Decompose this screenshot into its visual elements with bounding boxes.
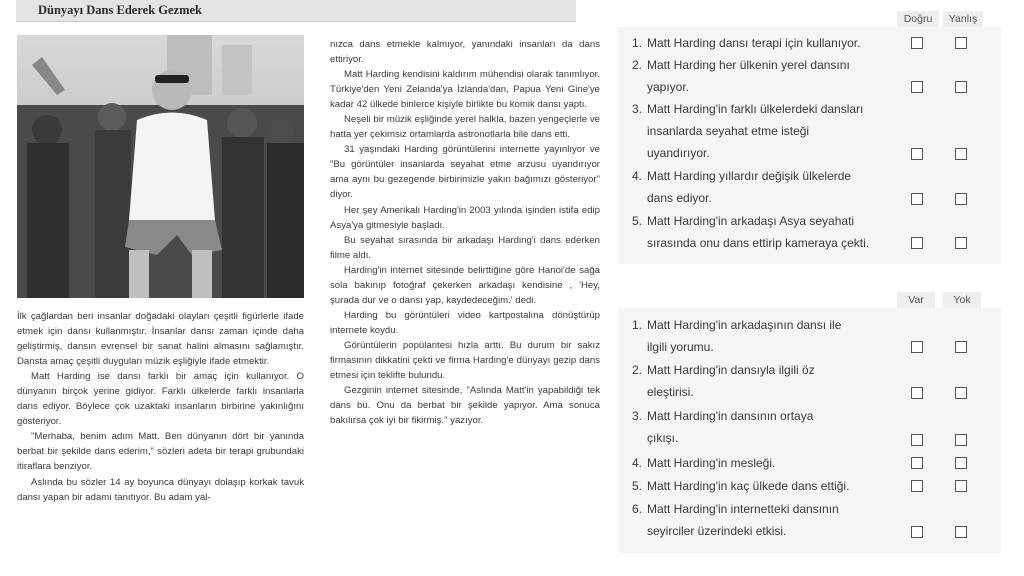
question-line: sırasında onu dans ettirip kameraya çekti. — [647, 236, 870, 250]
column-header-var: Var — [897, 292, 935, 308]
q1-5-yanlis-checkbox[interactable] — [955, 237, 967, 249]
question-line: Matt Harding'in arkadaşı Asya seyahati — [647, 214, 855, 228]
q2-5-var-checkbox[interactable] — [911, 480, 923, 492]
q1-2-yanlis-checkbox[interactable] — [955, 81, 967, 93]
question-1-1 — [632, 32, 897, 54]
q1-3-dogru-checkbox[interactable] — [911, 148, 923, 160]
paragraph: Neşeli bir müzik eşliğinde yerel halkla, bazen yengeçlerle ve hatta yer çekimsiz ortamlarda astronotlarla bile dans etti. — [330, 114, 600, 141]
question-line: Matt Harding yıllardır değişik ülkelerde — [647, 169, 852, 183]
question-number: 3. — [632, 102, 643, 116]
question-number: 4. — [632, 456, 643, 470]
question-line: dans ediyor. — [647, 191, 712, 205]
article-column-2 — [330, 37, 600, 428]
question-line: Matt Harding dansı terapi için kullanıyor. — [647, 36, 861, 50]
paragraph: Matt Harding kendisini kaldırım mühendisi olarak tanımlıyor. Türkiye'den Yeni Zelanda'ya İzlanda'dan, Papua Yeni Gine'ye kadar 42 ülkede binlerce kişiyle birlikte bu komik dansı yaptı. — [330, 69, 600, 111]
question-number: 5. — [632, 214, 643, 228]
question-2-6 — [632, 498, 897, 542]
q2-6-var-checkbox[interactable] — [911, 526, 923, 538]
page-title: Dünyayı Dans Ederek Gezmek — [38, 3, 203, 17]
column-header-dogru: Doğru — [897, 11, 939, 27]
article-column-1 — [17, 309, 304, 505]
question-2-1 — [632, 314, 897, 358]
paragraph: Harding'in internet sitesinde belirttiğine göre Hanoi'de sağa sola bakınıp fotoğraf çekerken arkadaşı kendisine , 'Hey, şurada dur ve o dansı yap, kaydedeceğim.' dedi. — [330, 264, 600, 306]
question-line: Matt Harding'in farklı ülkelerdeki dansları — [647, 102, 864, 116]
question-2-2 — [632, 359, 897, 403]
paragraph: Görüntülerin popülaritesi hızla arttı. Bu durum bir sakız firmasının dikkatini çekti ve firma Harding'e dünyayı gezip dans etmesi için teklifte bulundu. — [330, 339, 600, 382]
question-line: yapıyor. — [647, 80, 690, 94]
question-line: Matt Harding'in dansının ortaya — [647, 409, 814, 423]
q2-4-var-checkbox[interactable] — [911, 457, 923, 469]
question-1-3 — [632, 98, 897, 164]
q2-2-var-checkbox[interactable] — [911, 387, 923, 399]
q1-3-yanlis-checkbox[interactable] — [955, 148, 967, 160]
q1-4-yanlis-checkbox[interactable] — [955, 193, 967, 205]
q2-2-yok-checkbox[interactable] — [955, 387, 967, 399]
q1-1-yanlis-checkbox[interactable] — [955, 37, 967, 49]
q2-4-yok-checkbox[interactable] — [955, 457, 967, 469]
q1-1-dogru-checkbox[interactable] — [911, 37, 923, 49]
paragraph: İlk çağlardan beri insanlar doğadaki olayları çeşitli figürlerle ifade etmek için dansı kullanmıştır. İnsanlar dansı zaman içinde daha geliştirmiş, dansın evrensel bir sanat halini almasını sağlamıştır. Dansta amaç çeşitli duyguları müzik eşliğiyle ifade etmektir. — [17, 311, 304, 368]
question-line: Matt Harding'in arkadaşının dansı ile — [647, 318, 842, 332]
question-line: Matt Harding'in mesleği. — [647, 456, 776, 470]
column-header-yanlis: Yanlış — [943, 11, 983, 27]
question-line: çıkışı. — [647, 431, 679, 445]
q1-4-dogru-checkbox[interactable] — [911, 193, 923, 205]
question-line: seyirciler üzerindeki etkisi. — [647, 524, 787, 538]
column-header-yok: Yok — [943, 292, 981, 308]
question-1-4 — [632, 165, 897, 209]
question-1-5 — [632, 210, 897, 254]
question-line: ilgili yorumu. — [647, 340, 714, 354]
paragraph: Her şey Amerikalı Harding'in 2003 yılında işinden istifa edip Asya'ya gitmesiyle başladı. — [330, 204, 600, 231]
question-number: 3. — [632, 409, 643, 423]
photo-illustration — [17, 35, 304, 298]
question-line: Matt Harding'in internetteki dansının — [647, 502, 839, 516]
paragraph: "Merhaba, benim adım Matt. Ben dünyanın dört bir yanında berbat bir şekilde dans ederim," sözleri adeta bir terapi grubundaki itiraflara benziyor. — [17, 431, 304, 473]
question-number: 2. — [632, 58, 643, 72]
question-number: 1. — [632, 318, 643, 332]
q2-3-yok-checkbox[interactable] — [955, 434, 967, 446]
question-1-2 — [632, 54, 897, 98]
q1-2-dogru-checkbox[interactable] — [911, 81, 923, 93]
paragraph: Bu seyahat sırasında bir arkadaşı Harding'i dans ederken filme aldı. — [330, 234, 600, 261]
question-number: 6. — [632, 502, 643, 516]
question-line: eleştirisi. — [647, 385, 694, 399]
question-line: Matt Harding her ülkenin yerel dansını — [647, 58, 850, 72]
question-2-3 — [632, 405, 897, 449]
paragraph: Harding bu görüntüleri video kartpostalına dönüştürüp internete koydu. — [330, 309, 600, 336]
q2-3-var-checkbox[interactable] — [911, 434, 923, 446]
question-line: uyandırıyor. — [647, 146, 710, 160]
question-number: 2. — [632, 363, 643, 377]
q2-6-yok-checkbox[interactable] — [955, 526, 967, 538]
paragraph: 31 yaşındaki Harding görüntülerini internette yayınlıyor ve "Bu görüntüler insanlarda seyahat etme arzusu uyandırıyor ama aynı bu gezegende birbirimizle yakın bağımızı gösteriyor" diyor. — [330, 144, 600, 201]
dancing-photo — [17, 35, 304, 298]
q2-5-yok-checkbox[interactable] — [955, 480, 967, 492]
question-line: Matt Harding'in dansıyla ilgili öz — [647, 363, 815, 377]
question-line: insanlarda seyahat etme isteği — [647, 124, 810, 138]
question-2-4 — [632, 452, 897, 474]
q2-1-var-checkbox[interactable] — [911, 341, 923, 353]
paragraph: Aslında bu sözler 14 ay boyunca dünyayı dolaşıp korkak tavuk dansı yapan bir adamı tanıtıyor. Bu adam yal- — [17, 476, 304, 503]
q1-5-dogru-checkbox[interactable] — [911, 237, 923, 249]
question-2-5 — [632, 475, 897, 497]
question-number: 1. — [632, 36, 643, 50]
header-bar — [16, 0, 576, 22]
paragraph: Matt Harding ise dansı farklı bir amaç için kullanıyor. O dünyanın birçok yerine gidiyor. Farklı ülkelerde farklı insanlarla dans ediyor. Böylece çok uzaktaki insanların birbirine yakınlığını gösteriyor. — [17, 371, 304, 428]
q2-1-yok-checkbox[interactable] — [955, 341, 967, 353]
question-line: Matt Harding'in kaç ülkede dans ettiği. — [647, 479, 850, 493]
question-number: 4. — [632, 169, 643, 183]
question-number: 5. — [632, 479, 643, 493]
paragraph: Gezginin internet sitesinde, "Aslında Matt'in yapabildiği tek dans bu. Onu da berbat bir şekilde yapıyor. Ama sonuca bakılırsa çok iyi bir fikirmiş." yazıyor. — [330, 385, 600, 427]
paragraph: nızca dans etmekle kalmıyor, yanındaki insanları da dans ettiriyor. — [330, 39, 600, 66]
